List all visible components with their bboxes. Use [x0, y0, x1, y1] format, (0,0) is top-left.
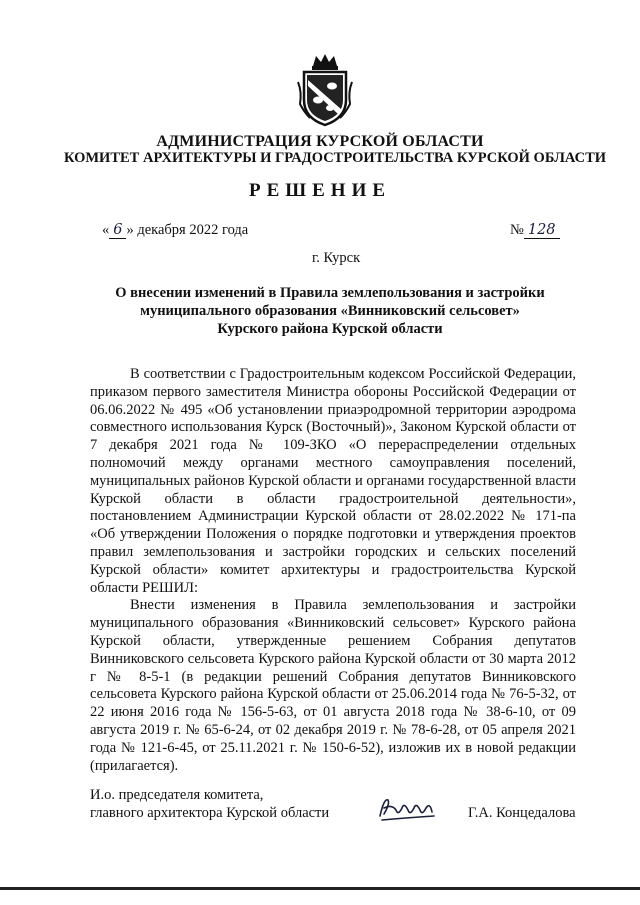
date-rest: » декабря 2022 года: [126, 222, 249, 238]
organization-title: АДМИНИСТРАЦИЯ КУРСКОЙ ОБЛАСТИ: [156, 133, 484, 150]
document-type: РЕШЕНИЕ: [248, 180, 392, 201]
decision-body: [90, 366, 576, 775]
date-day-handwritten: 6: [109, 222, 126, 239]
body-paragraph-resolution: Внести изменения в Правила землепользования и застройки муниципального образования «Винниковский сельсовет» Курского района Курской области, утвержденные решением Собрания депутатов Винниковского сельсовета Курского района Курской области от 30 марта 2012 г № 8-5-1 (в редакции решений Собрания депутатов Винниковского сельсовета Курского района Курской области от 25.06.2014 года № 76-5-32, от 22 июня 2016 года № 156-5-63, от 01 августа 2018 года № 38-6-10, от 09 августа 2019 г. № 65-6-24, от 02 декабря 2019 г. № 78-6-28, от 05 апреля 2021 года № 121-6-45, от 25.11.2021 г. № 150-6-52), изложив их в новой редакции (прилагается).: [90, 597, 576, 774]
city: г. Курск: [312, 250, 361, 266]
number-handwritten: 128: [524, 222, 560, 239]
title-line: Курского района Курской области: [217, 321, 443, 337]
bottom-edge-divider: [0, 887, 640, 890]
date-open-quote: «: [102, 222, 110, 238]
title-line: О внесении изменений в Правила землепользования и застройки: [115, 285, 545, 301]
decision-date: [102, 222, 248, 239]
coat-of-arms-emblem: [294, 52, 356, 128]
signatory-position-line1: И.о. председателя комитета,: [90, 787, 264, 803]
signatory-position-line2: главного архитектора Курской области: [90, 805, 330, 821]
signatory-name: Г.А. Концедалова: [468, 805, 576, 821]
decision-number: [510, 222, 560, 239]
title-line: муниципального образования «Винниковский сельсовет»: [140, 303, 520, 319]
number-prefix: №: [510, 222, 524, 238]
handwritten-signature-icon: [374, 792, 438, 824]
committee-title: КОМИТЕТ АРХИТЕКТУРЫ И ГРАДОСТРОИТЕЛЬСТВА КУРСКОЙ ОБЛАСТИ: [63, 150, 607, 166]
body-paragraph-preamble: В соответствии с Градостроительным кодексом Российской Федерации, приказом первого заместителя Министра обороны Российской Федерации от 06.06.2022 № 495 «Об установлении приаэродромной территории аэродрома совместного использования Курск (Восточный)», Законом Курской области от 7 декабря 2021 года № 109-ЗКО «О перераспределении отдельных полномочий между органами местного самоуправления поселений, муниципальных районов Курской области и органами государственной власти Курской области в области градостроительной деятельности», постановлением Администрации Курской области от 28.02.2022 № 171-па «Об утверждении Положения о порядке подготовки и утверждения проектов правил землепользования и застройки городских и сельских поселений Курской области» комитет архитектуры и градостроительства Курской области РЕШИЛ:: [90, 366, 576, 596]
decision-title: [90, 284, 570, 338]
